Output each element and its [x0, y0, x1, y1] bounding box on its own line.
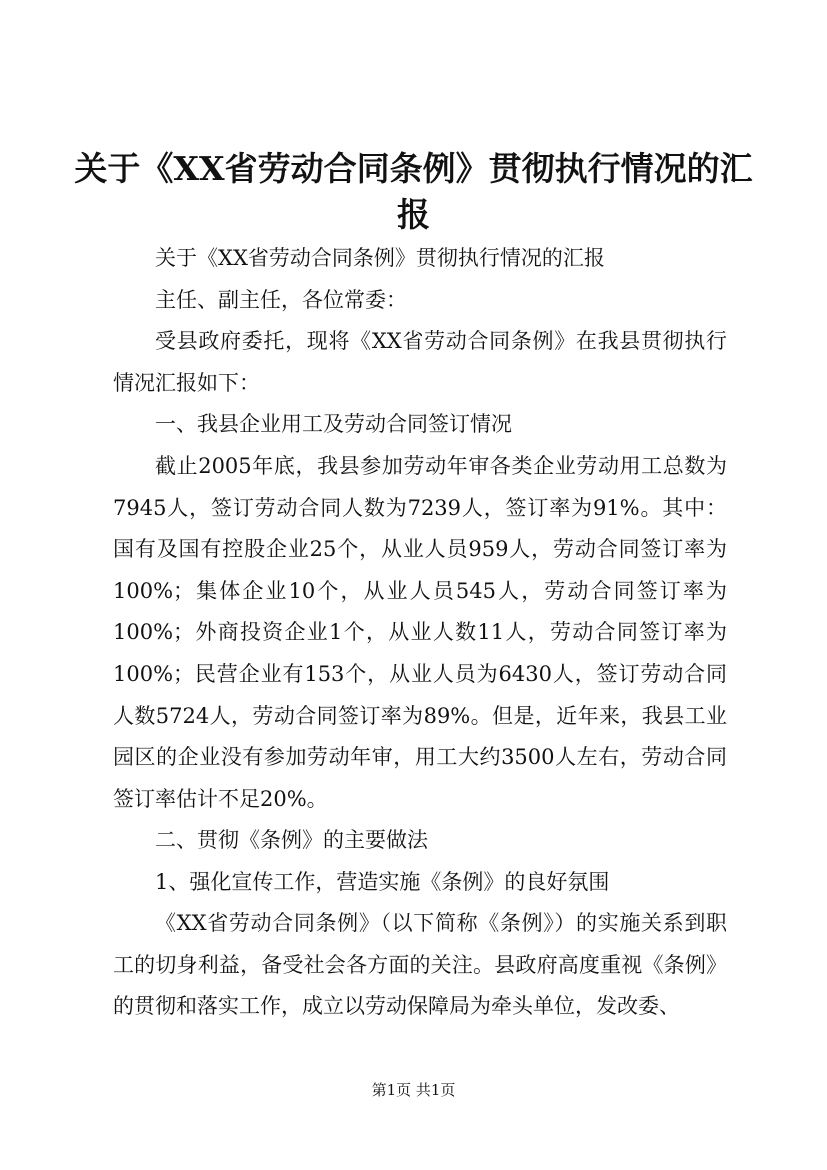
paragraph-intro: 受县政府委托，现将《XX省劳动合同条例》在我县贯彻执行情况汇报如下： [113, 329, 727, 395]
section-heading-1: 一、我县企业用工及劳动合同签订情况 [155, 412, 512, 436]
subsection-heading-1: 1、强化宣传工作，营造实施《条例》的良好氛围 [155, 870, 610, 894]
document-title: 关于《XX省劳动合同条例》贯彻执行情况的汇报 [74, 149, 753, 234]
paragraph-salutation: 主任、副主任，各位常委： [155, 288, 407, 312]
paragraph-statistics: 截止2005年底，我县参加劳动年审各类企业劳动用工总数为7945人，签订劳动合同人数为7239人，签订率为91%。其中：国有及国有控股企业25个，从业人员959人，劳动合同签订率为100%；集体企业10个，从业人员545人，劳动合同签订率为100%；外商投资企业1个，从业人数11人，劳动合同签订率为100%；民营企业有153个，从业人员为6430人，签订劳动合同人数5724人，劳动合同签订率为89%。但是，近年来，我县工业园区的企业没有参加劳动年审，用工大约3500人左右，劳动合同签订率估计不足20%。 [113, 454, 727, 811]
page-footer: 第1页 共1页 [371, 1081, 456, 1099]
paragraph-heading-repeat: 关于《XX省劳动合同条例》贯彻执行情况的汇报 [155, 246, 605, 270]
section-heading-2: 二、贯彻《条例》的主要做法 [155, 828, 428, 852]
paragraph-publicity: 《XX省劳动合同条例》（以下简称《条例》）的实施关系到职工的切身利益，备受社会各方面的关注。县政府高度重视《条例》的贯彻和落实工作，成立以劳动保障局为牵头单位，发改委、 [113, 911, 727, 1019]
